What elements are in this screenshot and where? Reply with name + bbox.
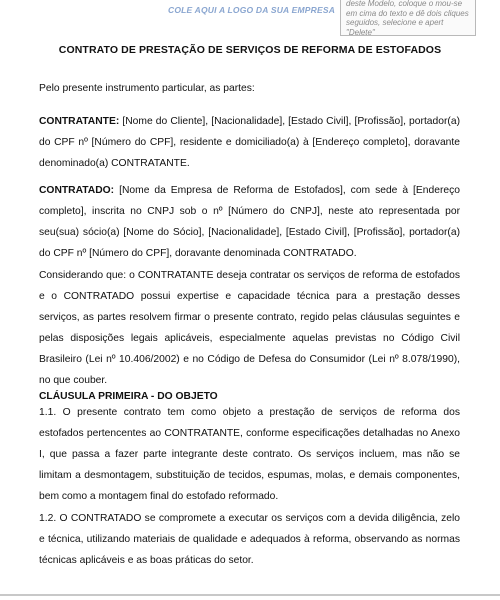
clause-1-1-paragraph: 1.1. O presente contrato tem como objeto a prestação de serviços de reforma dos estofados pertencentes ao CONTRATANTE, conforme especificações detalhadas no Anexo I, que passa a fazer parte integrante deste contrato. Os serviços incluem, mas não se limitam a desmontagem, substituição de tecidos, espumas, molas, e demais componentes, bem como a montagem final do estofado reformado. [39, 407, 460, 502]
contratante-paragraph [39, 111, 460, 174]
contratado-label: CONTRATADO: [39, 185, 115, 196]
contratado-paragraph [39, 180, 460, 264]
document-title: CONTRATO DE PRESTAÇÃO DE SERVIÇOS DE REFORMA DE ESTOFADOS [58, 44, 442, 56]
contratante-label: CONTRATANTE: [39, 116, 120, 127]
contratante-text: [Nome do Cliente], [Nacionalidade], [Estado Civil], [Profissão], portador(a) do CPF nº [Número do CPF], residente e domiciliado(a) à [Endereço completo], doravante denominado(a) CONTRATANTE. [39, 116, 460, 169]
instruction-note: deste Modelo, coloque o mou-se em cima do texto e dê dois cliques seguidos, selecione e apert "Delete" [340, 0, 476, 36]
page-bottom-divider [0, 594, 500, 596]
intro-paragraph: Pelo presente instrumento particular, as partes: [39, 83, 255, 94]
considerando-paragraph: Considerando que: o CONTRATANTE deseja contratar os serviços de reforma de estofados e o CONTRATADO possui expertise e capacidade técnica para a prestação desses serviços, as partes resolvem firmar o presente contrato, regido pelas cláusulas seguintes e pelas disposições legais aplicáveis, especialmente aquelas previstas no Código Civil Brasileiro (Lei nº 10.406/2002) e no Código de Defesa do Consumidor (Lei nº 8.078/1990), no que couber. [39, 270, 460, 386]
clause-1-heading: CLÁUSULA PRIMEIRA - DO OBJETO [39, 391, 218, 402]
clause-1-2-paragraph: 1.2. O CONTRATADO se compromete a executar os serviços com a devida diligência, zelo e técnica, utilizando materiais de qualidade e adequados à reforma, observando as normas técnicas aplicáveis e as boas práticas do setor. [39, 513, 460, 566]
logo-placeholder: COLE AQUI A LOGO DA SUA EMPRESA [168, 5, 336, 15]
contratado-text: [Nome da Empresa de Reforma de Estofados], com sede à [Endereço completo], inscrita no CNPJ sob o nº [Número do CNPJ], neste ato representada por seu(sua) sócio(a) [Nome do Sócio], [Nacionalidade], [Estado Civil], [Profissão], portador(a) do CPF nº [Número do CPF], doravante denominada CONTRATADO. [39, 185, 460, 259]
